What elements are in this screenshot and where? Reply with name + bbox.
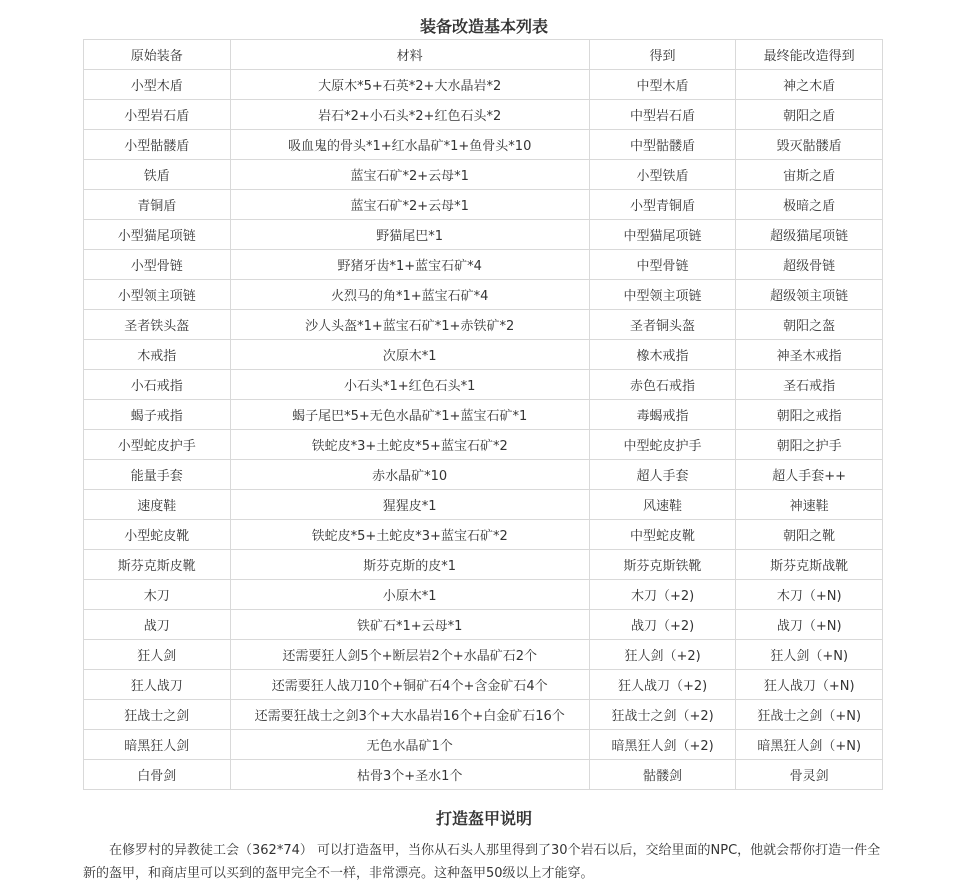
cell-result: 中型蛇皮靴 [589, 520, 736, 550]
section-paragraph: 在修罗村的异教徒工会（362*74） 可以打造盔甲，当你从石头人那里得到了30个岩石以后，交给里面的NPC，他就会帮你打造一件全新的盔甲，和商店里可以买到的盔甲完全不一样，非常漂亮。这种盔甲50级以上才能穿。 [83, 843, 881, 881]
table-header-row [84, 40, 883, 70]
cell-result: 斯芬克斯铁靴 [589, 550, 736, 580]
table-row [84, 130, 883, 160]
cell-original-equipment: 狂战士之剑 [84, 700, 231, 730]
cell-original-equipment: 速度鞋 [84, 490, 231, 520]
cell-result: 中型猫尾项链 [589, 220, 736, 250]
cell-materials: 大原木*5+石英*2+大水晶岩*2 [230, 70, 589, 100]
cell-final-upgrade: 神速鞋 [736, 490, 883, 520]
cell-final-upgrade: 战刀（+N) [736, 610, 883, 640]
cell-materials: 斯芬克斯的皮*1 [230, 550, 589, 580]
cell-final-upgrade: 骨灵剑 [736, 760, 883, 790]
cell-original-equipment: 斯芬克斯皮靴 [84, 550, 231, 580]
cell-result: 狂人战刀（+2) [589, 670, 736, 700]
cell-materials: 沙人头盔*1+蓝宝石矿*1+赤铁矿*2 [230, 310, 589, 340]
cell-final-upgrade: 神之木盾 [736, 70, 883, 100]
cell-materials: 赤水晶矿*10 [230, 460, 589, 490]
cell-materials: 猩猩皮*1 [230, 490, 589, 520]
cell-materials: 无色水晶矿1个 [230, 730, 589, 760]
cell-final-upgrade: 超级猫尾项链 [736, 220, 883, 250]
cell-original-equipment: 白骨剑 [84, 760, 231, 790]
table-row [84, 160, 883, 190]
cell-original-equipment: 小型蛇皮护手 [84, 430, 231, 460]
cell-result: 圣者铜头盔 [589, 310, 736, 340]
cell-final-upgrade: 极暗之盾 [736, 190, 883, 220]
cell-materials: 野猫尾巴*1 [230, 220, 589, 250]
cell-materials: 火烈马的角*1+蓝宝石矿*4 [230, 280, 589, 310]
cell-final-upgrade: 超级骨链 [736, 250, 883, 280]
cell-original-equipment: 圣者铁头盔 [84, 310, 231, 340]
cell-result: 毒蝎戒指 [589, 400, 736, 430]
cell-original-equipment: 铁盾 [84, 160, 231, 190]
cell-result: 木刀（+2) [589, 580, 736, 610]
cell-materials: 小石头*1+红色石头*1 [230, 370, 589, 400]
header-result: 得到 [589, 40, 736, 70]
cell-original-equipment: 蝎子戒指 [84, 400, 231, 430]
cell-materials: 枯骨3个+圣水1个 [230, 760, 589, 790]
cell-final-upgrade: 狂人剑（+N) [736, 640, 883, 670]
cell-final-upgrade: 神圣木戒指 [736, 340, 883, 370]
table-row [84, 580, 883, 610]
table-body [84, 70, 883, 790]
cell-materials: 野猪牙齿*1+蓝宝石矿*4 [230, 250, 589, 280]
cell-result: 中型蛇皮护手 [589, 430, 736, 460]
cell-original-equipment: 能量手套 [84, 460, 231, 490]
cell-original-equipment: 小型领主项链 [84, 280, 231, 310]
cell-result: 骷髅剑 [589, 760, 736, 790]
cell-result: 赤色石戒指 [589, 370, 736, 400]
table-row [84, 70, 883, 100]
cell-original-equipment: 小型岩石盾 [84, 100, 231, 130]
cell-materials: 铁矿石*1+云母*1 [230, 610, 589, 640]
cell-original-equipment: 小型骷髅盾 [84, 130, 231, 160]
cell-original-equipment: 小型木盾 [84, 70, 231, 100]
table-row [84, 280, 883, 310]
cell-materials: 还需要狂战士之剑3个+大水晶岩16个+白金矿石16个 [230, 700, 589, 730]
equipment-upgrade-table [83, 39, 883, 790]
section-title: 打造盔甲说明 [435, 809, 532, 828]
table-row [84, 370, 883, 400]
header-final-upgrade: 最终能改造得到 [736, 40, 883, 70]
cell-materials: 次原木*1 [230, 340, 589, 370]
cell-final-upgrade: 超级领主项链 [736, 280, 883, 310]
table-row [84, 340, 883, 370]
cell-materials: 小原木*1 [230, 580, 589, 610]
cell-result: 小型青铜盾 [589, 190, 736, 220]
header-materials: 材料 [230, 40, 589, 70]
cell-original-equipment: 木刀 [84, 580, 231, 610]
cell-final-upgrade: 朝阳之戒指 [736, 400, 883, 430]
cell-original-equipment: 青铜盾 [84, 190, 231, 220]
cell-result: 小型铁盾 [589, 160, 736, 190]
table-row [84, 700, 883, 730]
cell-original-equipment: 小型猫尾项链 [84, 220, 231, 250]
cell-final-upgrade: 狂战士之剑（+N) [736, 700, 883, 730]
cell-materials: 铁蛇皮*3+土蛇皮*5+蓝宝石矿*2 [230, 430, 589, 460]
cell-original-equipment: 狂人战刀 [84, 670, 231, 700]
cell-final-upgrade: 宙斯之盾 [736, 160, 883, 190]
table-row [84, 400, 883, 430]
cell-final-upgrade: 朝阳之靴 [736, 520, 883, 550]
cell-materials: 铁蛇皮*5+土蛇皮*3+蓝宝石矿*2 [230, 520, 589, 550]
table-row [84, 100, 883, 130]
cell-final-upgrade: 毁灭骷髅盾 [736, 130, 883, 160]
cell-materials: 吸血鬼的骨头*1+红水晶矿*1+鱼骨头*10 [230, 130, 589, 160]
cell-final-upgrade: 木刀（+N) [736, 580, 883, 610]
cell-result: 狂战士之剑（+2) [589, 700, 736, 730]
table-row [84, 250, 883, 280]
cell-materials: 蝎子尾巴*5+无色水晶矿*1+蓝宝石矿*1 [230, 400, 589, 430]
cell-original-equipment: 小型蛇皮靴 [84, 520, 231, 550]
table-row [84, 730, 883, 760]
table-row [84, 640, 883, 670]
table-row [84, 610, 883, 640]
header-original-equipment: 原始装备 [84, 40, 231, 70]
table-row [84, 760, 883, 790]
cell-materials: 蓝宝石矿*2+云母*1 [230, 190, 589, 220]
table-row [84, 550, 883, 580]
cell-final-upgrade: 暗黑狂人剑（+N) [736, 730, 883, 760]
cell-result: 暗黑狂人剑（+2) [589, 730, 736, 760]
table-row [84, 490, 883, 520]
cell-result: 中型骨链 [589, 250, 736, 280]
cell-result: 战刀（+2) [589, 610, 736, 640]
table-row [84, 190, 883, 220]
cell-original-equipment: 小型骨链 [84, 250, 231, 280]
cell-result: 狂人剑（+2) [589, 640, 736, 670]
cell-result: 中型骷髅盾 [589, 130, 736, 160]
cell-final-upgrade: 超人手套++ [736, 460, 883, 490]
page-title: 装备改造基本列表 [419, 17, 548, 36]
cell-final-upgrade: 狂人战刀（+N) [736, 670, 883, 700]
cell-result: 风速鞋 [589, 490, 736, 520]
cell-result: 超人手套 [589, 460, 736, 490]
table-row [84, 430, 883, 460]
table-row [84, 520, 883, 550]
cell-result: 橡木戒指 [589, 340, 736, 370]
cell-original-equipment: 狂人剑 [84, 640, 231, 670]
cell-original-equipment: 战刀 [84, 610, 231, 640]
table-row [84, 220, 883, 250]
cell-final-upgrade: 朝阳之盾 [736, 100, 883, 130]
cell-final-upgrade: 圣石戒指 [736, 370, 883, 400]
cell-final-upgrade: 斯芬克斯战靴 [736, 550, 883, 580]
table-row [84, 310, 883, 340]
table-row [84, 670, 883, 700]
cell-original-equipment: 小石戒指 [84, 370, 231, 400]
cell-original-equipment: 暗黑狂人剑 [84, 730, 231, 760]
cell-result: 中型岩石盾 [589, 100, 736, 130]
cell-final-upgrade: 朝阳之护手 [736, 430, 883, 460]
cell-result: 中型领主项链 [589, 280, 736, 310]
cell-result: 中型木盾 [589, 70, 736, 100]
cell-materials: 蓝宝石矿*2+云母*1 [230, 160, 589, 190]
cell-final-upgrade: 朝阳之盔 [736, 310, 883, 340]
table-row [84, 460, 883, 490]
cell-materials: 岩石*2+小石头*2+红色石头*2 [230, 100, 589, 130]
cell-materials: 还需要狂人战刀10个+铜矿石4个+含金矿石4个 [230, 670, 589, 700]
cell-materials: 还需要狂人剑5个+断层岩2个+水晶矿石2个 [230, 640, 589, 670]
cell-original-equipment: 木戒指 [84, 340, 231, 370]
